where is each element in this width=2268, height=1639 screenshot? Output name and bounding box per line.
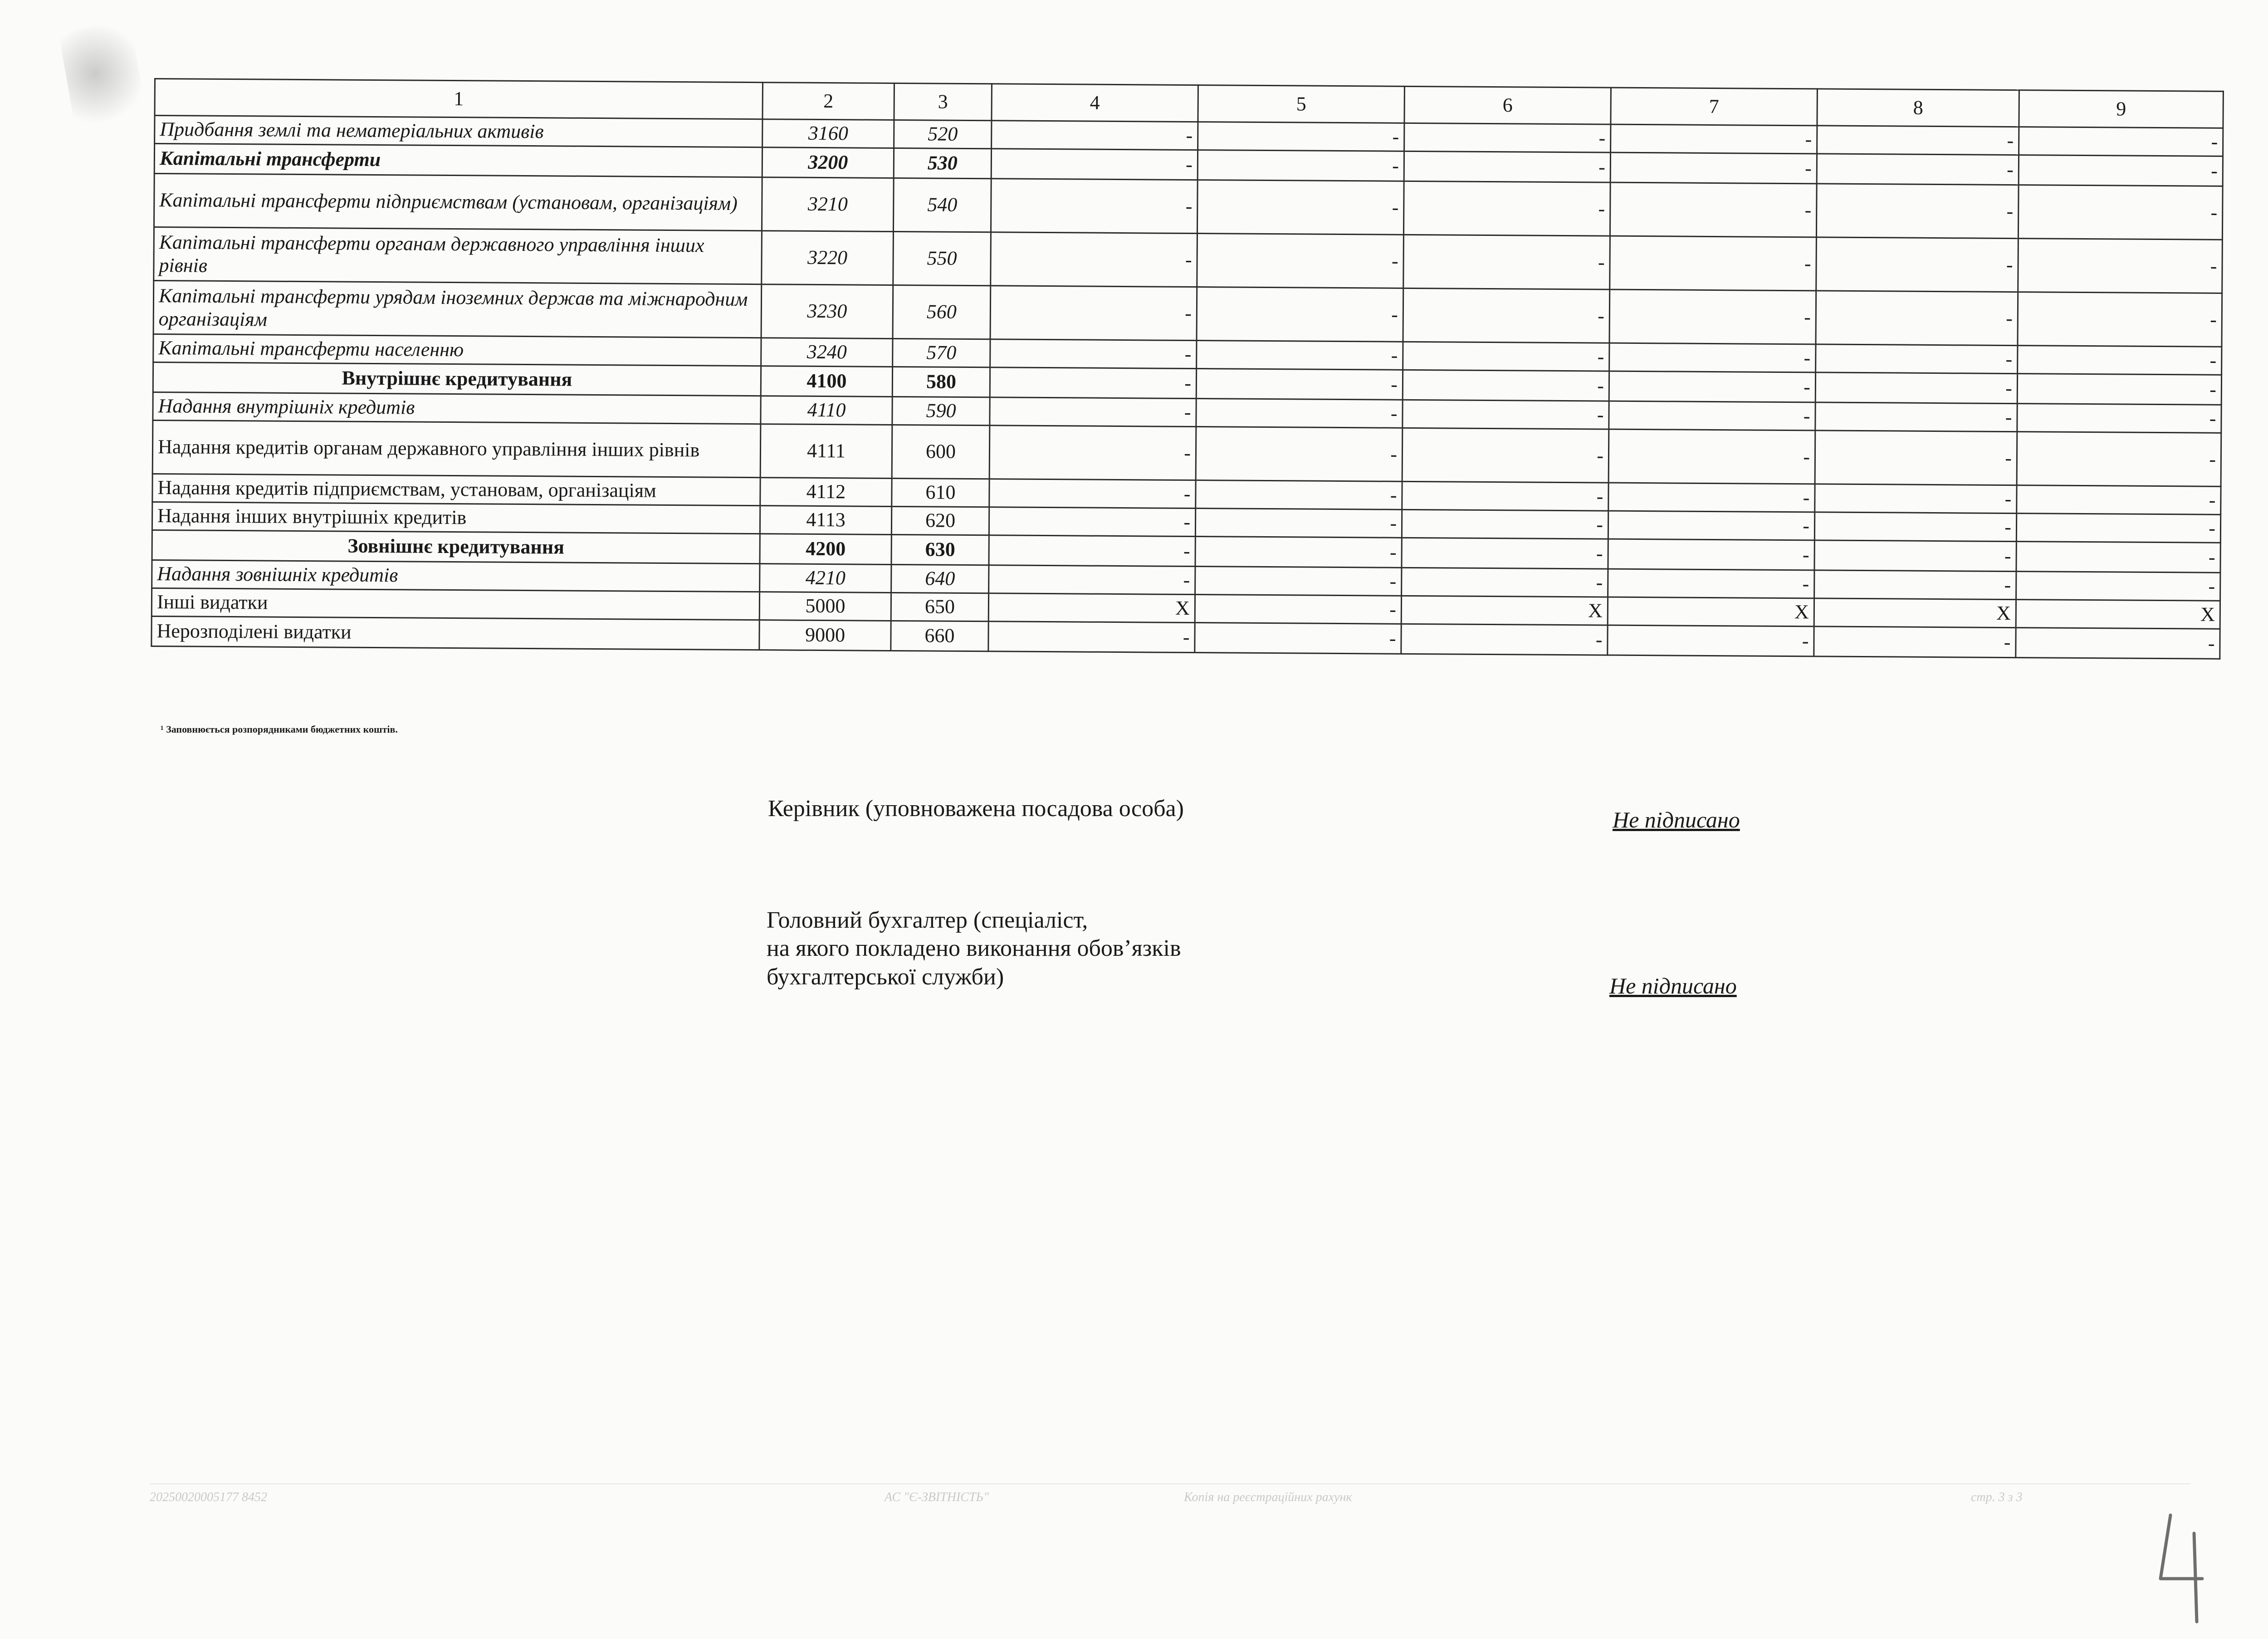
row-code: 560 [893, 285, 991, 339]
value-cell-col-5: - [1197, 287, 1403, 342]
row-name: Надання інших внутрішніх кредитів [152, 502, 760, 533]
row-code: 550 [893, 231, 991, 285]
value-cell-col-5: - [1195, 537, 1402, 568]
value-cell-col-9: - [2016, 542, 2220, 573]
value-cell-col-4: - [991, 179, 1198, 234]
row-name: Придбання землі та нематеріальних активів [155, 116, 763, 147]
value-cell-col-8: - [1814, 512, 2016, 542]
value-cell-col-7: - [1610, 236, 1817, 291]
accountant-signature-status: Не підписано [1609, 973, 1737, 998]
value-cell-col-9: - [2016, 628, 2220, 659]
footnote: ¹ Заповнюється розпорядниками бюджетних коштів. [161, 724, 398, 735]
row-kekv: 9000 [759, 620, 891, 651]
row-kekv: 4200 [760, 534, 891, 565]
value-cell-col-7: - [1608, 539, 1814, 570]
value-cell-col-9: - [2018, 185, 2223, 240]
value-cell-col-8: - [1814, 570, 2016, 600]
row-code: 530 [894, 148, 991, 178]
row-kekv: 4113 [760, 506, 891, 535]
row-kekv: 4111 [760, 424, 892, 479]
accountant-signature-label: Головний бухгалтер (спеціаліст, на якого покладено виконання обов’язків бухгалтерської служби) [767, 907, 1181, 990]
value-cell-col-4: - [989, 426, 1196, 480]
row-code: 620 [891, 506, 989, 535]
value-cell-col-5: - [1196, 399, 1403, 428]
row-code: 610 [892, 478, 989, 507]
row-name: Капітальні трансферти урядам іноземних держав та міжнародним організаціям [153, 281, 762, 338]
row-code: 650 [891, 592, 988, 621]
value-cell-col-9: - [2019, 155, 2223, 186]
row-name: Капітальні трансферти органам державного управління інших рівнів [154, 227, 762, 284]
row-code: 580 [892, 367, 990, 397]
value-cell-col-8: - [1816, 344, 2018, 374]
row-kekv: 3230 [761, 284, 893, 339]
value-cell-col-7: - [1610, 182, 1817, 237]
row-name: Надання зовнішніх кредитів [152, 560, 760, 592]
value-cell-col-6: - [1402, 481, 1608, 511]
row-code: 600 [892, 425, 990, 479]
value-cell-col-8: - [1815, 431, 2017, 485]
value-cell-col-5: - [1195, 623, 1401, 654]
value-cell-col-8: - [1816, 184, 2019, 239]
value-cell-col-8: - [1815, 402, 2017, 432]
value-cell-col-6: - [1403, 235, 1610, 289]
row-kekv: 4110 [761, 396, 892, 425]
value-cell-col-9: - [2017, 374, 2221, 405]
row-kekv: 3240 [761, 338, 893, 367]
value-cell-col-6: - [1403, 370, 1609, 401]
value-cell-col-4: - [989, 479, 1196, 509]
row-kekv: 3160 [763, 119, 894, 148]
row-code: 590 [892, 396, 990, 425]
value-cell-col-5: - [1197, 180, 1404, 235]
column-header-2: 2 [763, 83, 894, 120]
row-kekv: 3200 [762, 147, 894, 178]
value-cell-col-4: - [989, 535, 1195, 567]
value-cell-col-7: - [1609, 343, 1816, 372]
value-cell-col-6: - [1402, 509, 1608, 539]
column-header-1: 1 [155, 79, 763, 119]
value-cell-col-5: - [1198, 122, 1404, 152]
row-name: Інші видатки [152, 588, 759, 620]
row-kekv: 4100 [761, 366, 892, 397]
value-cell-col-5: - [1197, 234, 1404, 289]
value-cell-col-8: - [1814, 540, 2016, 572]
row-code: 520 [894, 120, 992, 148]
value-cell-col-9: - [2016, 514, 2220, 543]
value-cell-col-6: - [1402, 538, 1608, 569]
value-cell-col-4: - [990, 397, 1196, 427]
column-header-5: 5 [1198, 85, 1404, 123]
column-header-4: 4 [992, 84, 1198, 122]
value-cell-col-8: - [1816, 237, 2019, 292]
value-cell-col-7: - [1608, 569, 1814, 598]
row-code: 660 [891, 621, 988, 651]
value-cell-col-7: - [1611, 124, 1817, 154]
value-cell-col-5: - [1197, 341, 1403, 370]
footer-title: Копія на реєстраційних рахунк [1184, 1490, 1352, 1504]
footer-divider [150, 1483, 2191, 1484]
value-cell-col-5: - [1195, 595, 1401, 624]
value-cell-col-8: - [1816, 291, 2018, 346]
row-kekv: 3220 [762, 231, 894, 285]
column-header-3: 3 [894, 83, 992, 120]
value-cell-col-9: X [2016, 600, 2220, 629]
value-cell-col-6: - [1403, 181, 1610, 236]
value-cell-col-5: - [1196, 480, 1402, 510]
value-cell-col-7: - [1608, 429, 1815, 484]
handwritten-page-number [2152, 1511, 2211, 1624]
row-kekv: 4210 [760, 564, 891, 593]
value-cell-col-4: - [990, 339, 1197, 369]
value-cell-col-8: - [1814, 626, 2016, 658]
value-cell-col-5: - [1198, 150, 1404, 181]
row-name: Надання внутрішніх кредитів [153, 392, 761, 424]
row-name: Капітальні трансферти підприємствам (установам, організаціям) [154, 174, 762, 231]
value-cell-col-7: X [1608, 597, 1814, 626]
value-cell-col-6: - [1404, 151, 1610, 182]
value-cell-col-4: - [989, 507, 1195, 537]
row-kekv: 3210 [762, 177, 894, 232]
head-signature-label: Керівник (уповноважена посадова особа) [768, 796, 1184, 822]
value-cell-col-6: - [1403, 342, 1609, 371]
value-cell-col-4: - [989, 565, 1195, 595]
table-body [152, 116, 2223, 659]
column-header-9: 9 [2019, 90, 2223, 128]
value-cell-col-4: - [991, 232, 1198, 287]
row-name: Надання кредитів органам державного управління інших рівнів [152, 420, 761, 477]
value-cell-col-9: - [2018, 346, 2222, 375]
value-cell-col-4: - [991, 149, 1198, 180]
value-cell-col-6: - [1401, 624, 1608, 655]
row-kekv: 4112 [760, 478, 892, 507]
row-name: Капітальні трансферти населенню [153, 334, 761, 366]
row-code: 540 [893, 178, 991, 232]
row-name: Капітальні трансферти [154, 144, 762, 177]
page-corner-fold [59, 20, 151, 148]
value-cell-col-9: - [2019, 127, 2223, 157]
value-cell-col-7: - [1609, 371, 1815, 402]
value-cell-col-9: - [2018, 292, 2222, 347]
value-cell-col-8: - [1815, 372, 2017, 404]
value-cell-col-9: - [2017, 432, 2221, 487]
row-code: 570 [893, 338, 990, 367]
value-cell-col-9: - [2017, 404, 2221, 433]
value-cell-col-9: - [2017, 485, 2221, 515]
report-table [151, 78, 2224, 660]
row-code: 630 [891, 534, 989, 565]
value-cell-col-8: - [1817, 126, 2019, 155]
value-cell-col-4: - [990, 367, 1196, 399]
value-cell-col-6: - [1402, 568, 1608, 597]
value-cell-col-5: - [1196, 369, 1403, 400]
value-cell-col-6: X [1401, 596, 1608, 625]
value-cell-col-6: - [1402, 428, 1609, 483]
value-cell-col-7: - [1609, 401, 1815, 431]
value-cell-col-5: - [1195, 567, 1402, 596]
value-cell-col-5: - [1196, 427, 1403, 482]
column-header-7: 7 [1611, 88, 1817, 126]
row-kekv: 5000 [759, 592, 891, 621]
value-cell-col-5: - [1195, 509, 1402, 538]
value-cell-col-4: - [990, 286, 1197, 341]
value-cell-col-7: - [1608, 511, 1814, 540]
value-cell-col-7: - [1609, 289, 1816, 344]
column-header-8: 8 [1817, 89, 2019, 127]
value-cell-col-8: X [1814, 598, 2016, 628]
value-cell-col-4: - [988, 621, 1195, 653]
column-header-6: 6 [1404, 86, 1611, 124]
value-cell-col-7: - [1608, 625, 1814, 656]
value-cell-col-4: X [988, 593, 1195, 623]
value-cell-col-7: - [1610, 152, 1817, 184]
value-cell-col-6: - [1403, 288, 1610, 343]
footer-doc-number: 20250020005177 8452 [150, 1490, 267, 1504]
report-table-container [151, 78, 2223, 660]
footer-page: стр. 3 з 3 [1971, 1490, 2023, 1504]
value-cell-col-6: - [1403, 400, 1609, 429]
value-cell-col-8: - [1817, 154, 2019, 185]
row-name: Надання кредитів підприємствам, установам, організаціям [152, 474, 760, 505]
row-name: Нерозподілені видатки [152, 616, 759, 650]
value-cell-col-6: - [1404, 123, 1611, 152]
value-cell-col-4: - [992, 121, 1198, 150]
value-cell-col-7: - [1608, 483, 1815, 512]
row-code: 640 [891, 564, 989, 593]
head-signature-status: Не підписано [1613, 807, 1740, 832]
row-name: Зовнішнє кредитування [152, 530, 760, 563]
value-cell-col-9: - [2016, 572, 2220, 601]
value-cell-col-8: - [1815, 484, 2017, 514]
row-name: Внутрішнє кредитування [153, 362, 761, 396]
footer-system: АС "Є-ЗВІТНІСТЬ" [885, 1490, 989, 1504]
value-cell-col-9: - [2018, 239, 2223, 294]
